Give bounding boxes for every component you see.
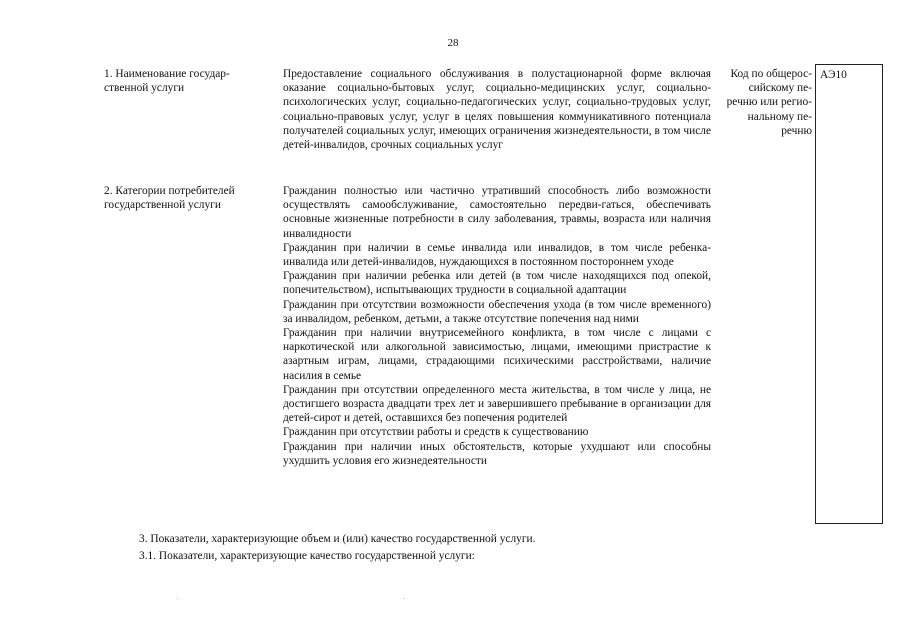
- consumer-categories-label: 2. Категории потребителей государственной услуги: [104, 185, 235, 212]
- consumer-category-item: Гражданин при наличии внутрисемейного конфликта, в том числе с лицами с наркотической или алкогольной зависимостью, лицами, имеющими пристрастие к азартным играм, лицами, страдающими психическими расстройствами, наличие насилия в семье: [283, 327, 711, 382]
- registry-code-box: [815, 64, 883, 524]
- service-name-text: [283, 67, 711, 152]
- consumer-categories-list: [283, 184, 711, 468]
- page-number: 28: [447, 37, 459, 49]
- section-3-1-heading: 3.1. Показатели, характеризующие качество государственной услуги:: [139, 550, 475, 562]
- registry-code-value: АЭ10: [820, 69, 847, 81]
- service-name-paragraph: Предоставление социального обслуживания в полустационарной форме включая оказание социально-бытовых услуг, социально-медицинских услуг, социально-психологических услуг, социально-педагогических услуг, социально-трудовых услуг, социально-правовых услуг, услуг в целях повышения коммуникативного потенциала получателей социальных услуг, имеющих ограничения жизнедеятельности, в том числе детей-инвалидов, срочных социальных услуг: [283, 68, 711, 152]
- consumer-category-item: Гражданин при наличии ребенка или детей (в том числе находящихся под опекой, попечительством), испытывающих трудности в социальной адаптации: [283, 270, 711, 297]
- service-name-label: 1. Наименование государ- ственной услуги: [104, 68, 230, 95]
- consumer-category-item: Гражданин при наличии в семье инвалида или инвалидов, в том числе ребенка-инвалида или детей-инвалидов, нуждающихся в постоянном постороннем уходе: [283, 241, 711, 269]
- consumer-category-item: Гражданин полностью или частично утративший способность либо возможности осуществлять самообслуживание, самостоятельно передви-гаться, обеспечивать основные жизненные потребности в силу заболевания, травмы, возраста или наличия инвалидности: [283, 185, 711, 240]
- scan-speck: [404, 598, 405, 599]
- scan-speck: [177, 598, 178, 599]
- section-3-heading: 3. Показатели, характеризующие объем и (или) качество государственной услуги.: [139, 533, 536, 545]
- consumer-category-item: Гражданин при отсутствии возможности обеспечения ухода (в том числе временного) за инвалидом, ребенком, детьми, а также отсутствие попечения над ними: [283, 298, 711, 325]
- registry-code-label: Код по общерос- сийскому пе- речню или регио- нальному пе- речню: [726, 68, 812, 137]
- consumer-category-item: Гражданин при отсутствии работы и средств к существованию: [283, 426, 589, 439]
- consumer-category-item: Гражданин при отсутствии определенного места жительства, в том числе у лица, не достигшего возраста двадцати трех лет и завершившего пребывание в организации для детей-сирот и детей, оставшихся без попечения родителей: [283, 383, 711, 425]
- consumer-category-item: Гражданин при наличии иных обстоятельств, которые ухудшают или способны ухудшить условия его жизнедеятельности: [283, 440, 711, 467]
